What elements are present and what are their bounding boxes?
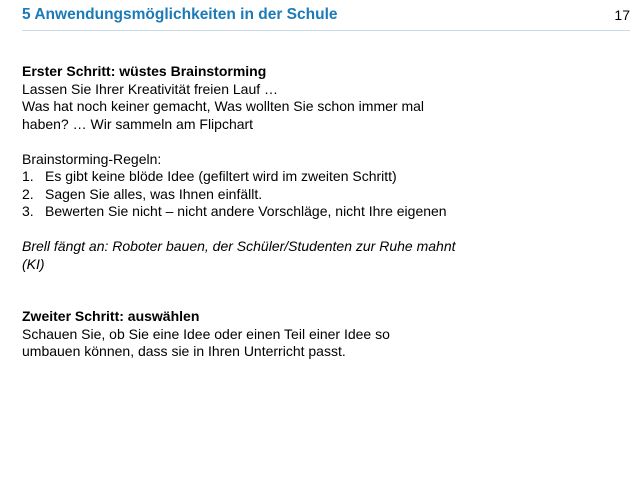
list-item-text: Sagen Sie alles, was Ihnen einfällt.	[45, 185, 263, 202]
list-item-number: 3.	[22, 203, 34, 219]
list-item-number: 1.	[22, 168, 34, 184]
title-divider	[22, 30, 630, 31]
list-item-number: 2.	[22, 185, 34, 202]
spacer	[22, 273, 622, 308]
spacer	[22, 133, 622, 151]
step2-text: Schauen Sie, ob Sie eine Idee oder einen Teil einer Idee so umbauen können, dass sie in Ihren Unterricht passt.	[22, 325, 390, 359]
step1-line1: Lassen Sie Ihrer Kreativität freien Lauf …	[22, 80, 279, 97]
rules-list	[22, 168, 452, 221]
list-item	[22, 168, 452, 186]
list-item-text: Es gibt keine blöde Idee (gefiltert wird im zweiten Schritt)	[45, 168, 397, 184]
example-note: Brell fängt an: Roboter bauen, der Schüler/Studenten zur Ruhe mahnt (KI)	[22, 238, 456, 272]
spacer	[22, 221, 622, 239]
list-item	[22, 186, 452, 204]
list-item	[22, 203, 452, 221]
list-item-text: Bewerten Sie nicht – nicht andere Vorschläge, nicht Ihre eigenen	[45, 203, 447, 219]
step2-heading: Zweiter Schritt: auswählen	[22, 308, 200, 324]
step1-heading: Erster Schritt: wüstes Brainstorming	[22, 63, 267, 79]
slide-content	[22, 63, 622, 361]
rules-heading: Brainstorming-Regeln:	[22, 150, 162, 167]
page-number: 17	[614, 7, 630, 23]
step1-line2: Was hat noch keiner gemacht, Was wollten Sie schon immer mal haben? … Wir sammeln am Flipchart	[22, 98, 425, 132]
slide-title: 5 Anwendungsmöglichkeiten in der Schule	[22, 6, 338, 23]
